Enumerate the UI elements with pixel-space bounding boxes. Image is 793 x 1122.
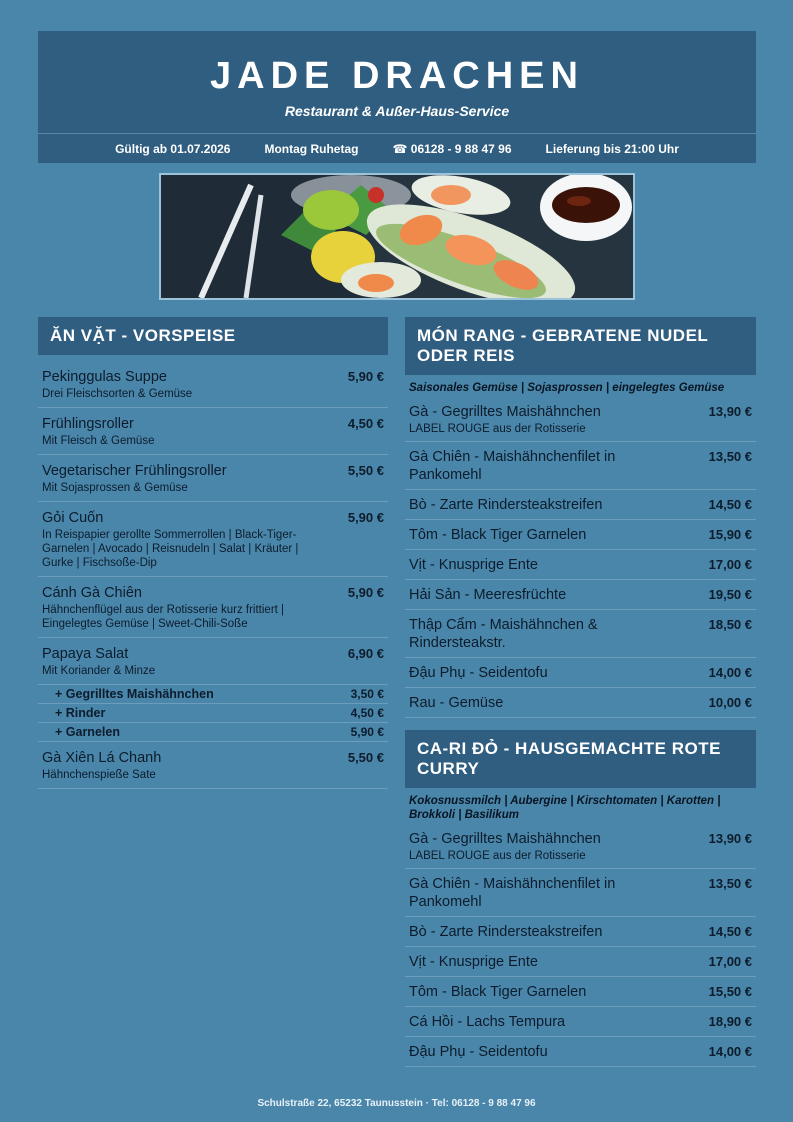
menu-item [405,1037,756,1067]
item-price: 14,50 € [708,497,752,512]
item-price: 6,90 € [347,646,384,661]
item-desc: Drei Fleischsorten & Gemüse [42,388,193,400]
curry-note: Kokosnussmilch | Aubergine | Kirschtomaten | Karotten | Brokkoli | Basilikum [409,795,721,821]
item-price: 19,50 € [708,587,752,602]
item-desc: Mit Sojasprossen & Gemüse [42,482,188,494]
item-name: Vịt - Knusprige Ente [409,557,538,573]
menu-item [38,408,388,455]
menu-item [405,977,756,1007]
starters-title: ĂN VẶT - VORSPEISE [38,317,388,355]
item-desc: LABEL ROUGE aus der Rotisserie [409,850,586,862]
item-desc: Mit Koriander & Minze [42,665,156,677]
item-price: 5,90 € [347,510,384,525]
item-price: 17,00 € [708,954,752,969]
item-name: Papaya Salat [42,646,129,662]
item-name: Đậu Phụ - Seidentofu [409,665,548,681]
menu-item [405,917,756,947]
phone-number: ☎ 06128 - 9 88 47 96 [392,141,512,156]
item-price: 17,00 € [708,557,752,572]
menu-item [405,610,756,658]
menu-item [405,550,756,580]
hero-image-summer-rolls [159,173,635,300]
starters-section [38,317,388,789]
addon-name: + Gegrilltes Maishähnchen [55,687,214,701]
footer-address: Schulstraße 22, 65232 Taunusstein · Tel: 06128 - 9 88 47 96 [257,1098,536,1109]
valid-from: Gültig ab 01.07.2026 [115,141,231,156]
restaurant-name: JADE DRACHEN [210,55,584,97]
menu-item [405,947,756,977]
item-desc: LABEL ROUGE aus der Rotisserie [409,423,586,435]
menu-item [38,638,388,685]
item-name: Gà Chiên - Maishähnchenfilet in Pankomehl [409,449,616,483]
item-name: Frühlingsroller [42,416,134,432]
menu-item [38,455,388,502]
menu-item [405,1007,756,1037]
summer-rolls-illustration [161,175,633,298]
main-dishes-column [405,317,756,1067]
item-price: 15,90 € [708,527,752,542]
item-desc: Hähnchenflügel aus der Rotisserie kurz frittiert | Eingelegtes Gemüse | Sweet-Chili-Soße [42,604,285,630]
addon-item [38,704,388,723]
item-price: 10,00 € [708,695,752,710]
item-price: 14,00 € [708,665,752,680]
item-price: 18,90 € [708,1014,752,1029]
fried-title: MÓN RANG - GEBRATENE NUDEL ODER REIS [405,317,756,375]
closed-day: Montag Ruhetag [264,141,359,156]
addon-name: + Garnelen [55,725,120,739]
item-price: 13,90 € [708,404,752,419]
menu-item [38,742,388,789]
item-name: Bò - Zarte Rindersteakstreifen [409,497,603,513]
menu-item [405,442,756,490]
item-name: Gà Chiên - Maishähnchenfilet in Pankomehl [409,876,616,910]
menu-item [405,490,756,520]
restaurant-tagline: Restaurant & Außer-Haus-Service [284,103,510,119]
item-name: Bò - Zarte Rindersteakstreifen [409,924,603,940]
item-price: 13,90 € [708,831,752,846]
addon-price: 3,50 € [350,687,384,701]
item-name: Gỏi Cuốn [42,510,104,526]
item-desc: In Reispapier gerollte Sommerrollen | Black-Tiger-Garnelen | Avocado | Reisnudeln | Salat | Kräuter | Gurke | Fischsoße-Dip [42,529,299,569]
curry-section [405,730,756,1067]
addon-name: + Rinder [55,706,106,720]
item-name: Gà - Gegrilltes Maishähnchen [409,831,601,847]
item-price: 14,00 € [708,1044,752,1059]
item-name: Cá Hồi - Lachs Tempura [409,1014,566,1030]
menu-item [405,688,756,718]
item-price: 5,50 € [347,463,384,478]
item-name: Hải Sản - Meeresfrüchte [409,587,567,603]
item-name: Vịt - Knusprige Ente [409,954,538,970]
item-price: 5,90 € [347,369,384,384]
addon-item [38,685,388,704]
fried-list [405,397,756,718]
item-price: 14,50 € [708,924,752,939]
item-price: 13,50 € [708,449,752,464]
item-price: 4,50 € [347,416,384,431]
menu-item [38,361,388,408]
item-name: Cánh Gà Chiên [42,585,142,601]
info-bar [38,133,756,163]
curry-title: CA-RI ĐỎ - HAUSGEMACHTE ROTE CURRY [405,730,756,788]
menu-item [405,869,756,917]
item-price: 13,50 € [708,876,752,891]
fried-section [405,317,756,718]
addon-item [38,723,388,742]
menu-item [405,397,756,442]
menu-header [38,31,756,163]
item-name: Gà - Gegrilltes Maishähnchen [409,404,601,420]
menu-item [405,580,756,610]
addon-price: 5,90 € [350,725,384,739]
item-price: 5,50 € [347,750,384,765]
menu-item [405,658,756,688]
item-name: Tôm - Black Tiger Garnelen [409,527,587,543]
addon-price: 4,50 € [350,706,384,720]
item-desc: Mit Fleisch & Gemüse [42,435,155,447]
item-name: Đậu Phụ - Seidentofu [409,1044,548,1060]
item-name: Rau - Gemüse [409,695,504,711]
menu-item [405,824,756,869]
item-name: Vegetarischer Frühlingsroller [42,463,227,479]
item-price: 5,90 € [347,585,384,600]
menu-item [38,577,388,638]
curry-list [405,824,756,1067]
item-name: Pekinggulas Suppe [42,369,167,385]
item-price: 18,50 € [708,617,752,632]
item-name: Thập Cẩm - Maishähnchen & Rindersteakstr. [409,617,598,651]
delivery-hours: Lieferung bis 21:00 Uhr [545,141,679,156]
menu-item [405,520,756,550]
menu-item [38,502,388,577]
fried-note: Saisonales Gemüse | Sojasprossen | eingelegtes Gemüse [409,382,725,394]
item-desc: Hähnchenspieße Sate [42,769,156,781]
item-price: 15,50 € [708,984,752,999]
item-name: Gà Xiên Lá Chanh [42,750,162,766]
item-name: Tôm - Black Tiger Garnelen [409,984,587,1000]
